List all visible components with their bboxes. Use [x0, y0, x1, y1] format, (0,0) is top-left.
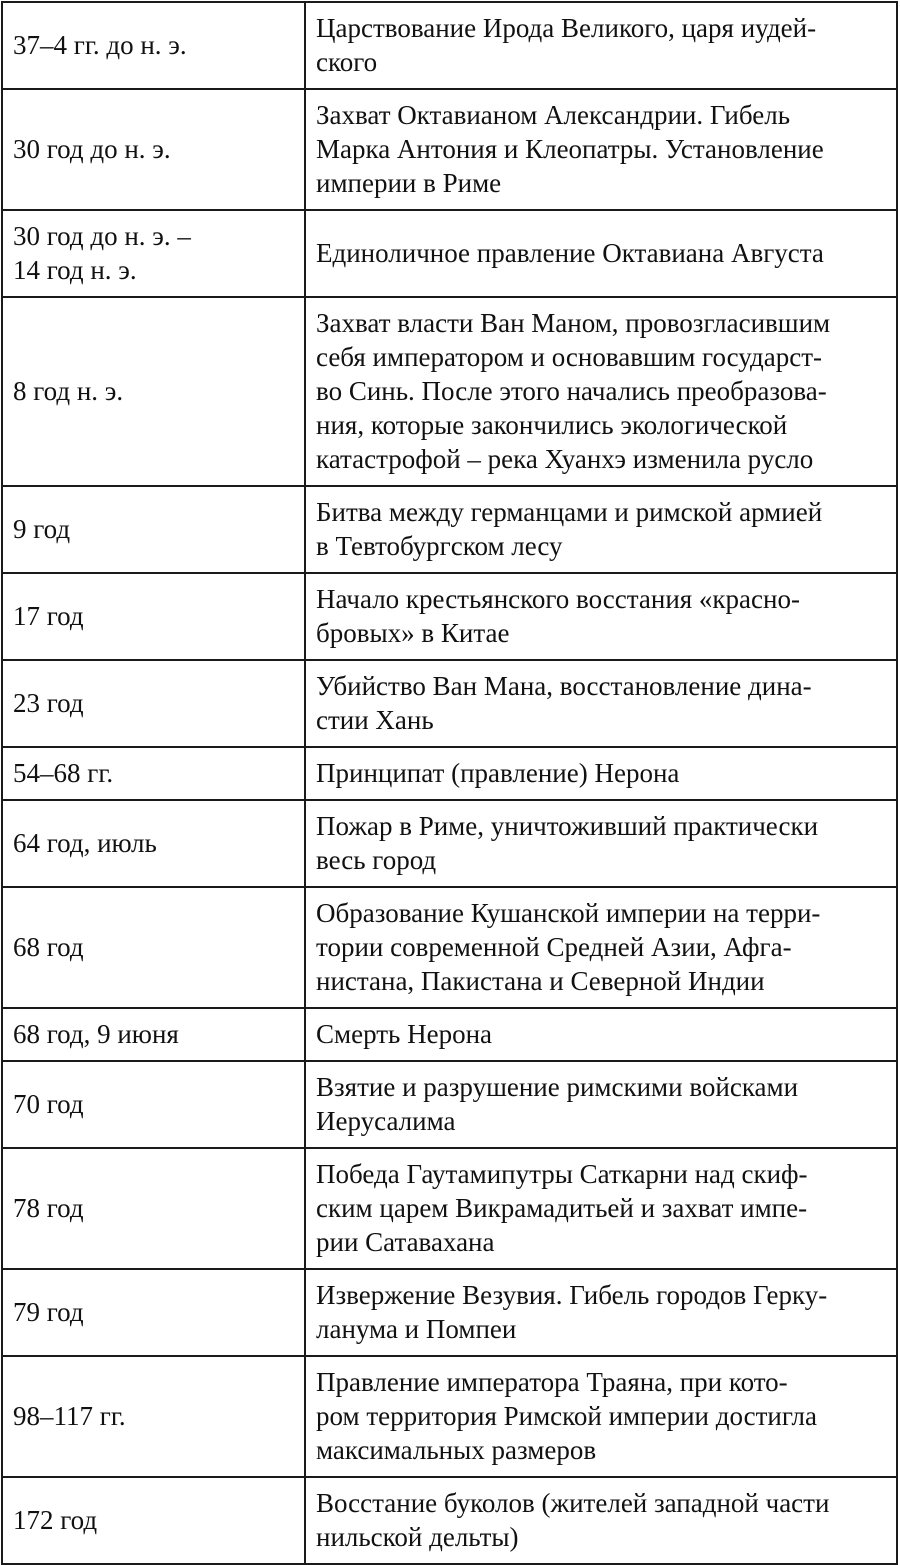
date-cell: [2, 297, 305, 486]
date-cell: [2, 1356, 305, 1477]
event-text: ром территория Римской империи достигла: [316, 1401, 818, 1431]
event-text: Начало крестьянского восстания «красно-: [316, 584, 800, 614]
date-text: 64 год, июль: [13, 828, 157, 858]
event-cell: [305, 1148, 897, 1269]
date-cell: [2, 486, 305, 573]
date-cell: [2, 747, 305, 800]
date-cell: [2, 573, 305, 660]
event-text: нистана, Пакистана и Северной Индии: [316, 966, 765, 996]
event-text: Убийство Ван Мана, восстановление дина-: [316, 671, 812, 701]
event-text: ния, которые закончились экологической: [316, 410, 788, 440]
date-text: 9 год: [13, 514, 71, 544]
event-text: Единоличное правление Октавиана Августа: [316, 238, 824, 268]
chronology-table-body: [2, 2, 897, 1564]
event-text: бровых» в Китае: [316, 618, 510, 648]
chronology-table: [1, 1, 898, 1565]
event-text: империи в Риме: [316, 168, 502, 198]
table-row: [2, 1477, 897, 1564]
event-text: весь город: [316, 845, 437, 875]
event-text: нильской дельты): [316, 1522, 519, 1552]
event-text: Смерть Нерона: [316, 1019, 493, 1049]
date-text: 79 год: [13, 1297, 84, 1327]
event-text: Извержение Везувия. Гибель городов Герку-: [316, 1280, 828, 1310]
event-text: катастрофой – река Хуанхэ изменила русло: [316, 444, 814, 474]
event-cell: [305, 89, 897, 210]
event-text: Иерусалима: [316, 1106, 456, 1136]
table-row: [2, 660, 897, 747]
event-text: себя императором и основавшим государст-: [316, 342, 823, 372]
table-row: [2, 800, 897, 887]
event-text: ским царем Викрамадитьей и захват импе-: [316, 1193, 808, 1223]
event-text: ланума и Помпеи: [316, 1314, 517, 1344]
event-cell: [305, 486, 897, 573]
date-text: 68 год: [13, 932, 84, 962]
event-text: во Синь. После этого начались преобразова-: [316, 376, 827, 406]
event-cell: [305, 297, 897, 486]
event-cell: [305, 210, 897, 297]
event-text: Победа Гаутамипутры Саткарни над скиф-: [316, 1159, 808, 1189]
date-text: 23 год: [13, 688, 84, 718]
event-cell: [305, 1477, 897, 1564]
date-cell: [2, 89, 305, 210]
event-text: Захват Октавианом Александрии. Гибель: [316, 100, 791, 130]
event-text: в Тевтобургском лесу: [316, 531, 563, 561]
date-text: 172 год: [13, 1505, 98, 1535]
date-text: 8 год н. э.: [13, 376, 124, 406]
event-text: Восстание буколов (жителей западной части: [316, 1488, 830, 1518]
table-row: [2, 1061, 897, 1148]
table-row: [2, 1356, 897, 1477]
date-cell: [2, 210, 305, 297]
event-cell: [305, 1356, 897, 1477]
event-cell: [305, 573, 897, 660]
event-text: Взятие и разрушение римскими войсками: [316, 1072, 799, 1102]
event-cell: [305, 1061, 897, 1148]
event-text: рии Сатавахана: [316, 1227, 495, 1257]
date-text: 14 год н. э.: [13, 255, 137, 285]
event-cell: [305, 1269, 897, 1356]
event-text: Правление императора Траяна, при кото-: [316, 1367, 788, 1397]
event-cell: [305, 1008, 897, 1061]
event-text: Образование Кушанской империи на терри-: [316, 898, 821, 928]
date-cell: [2, 1477, 305, 1564]
event-text: максимальных размеров: [316, 1435, 597, 1465]
table-row: [2, 2, 897, 89]
event-cell: [305, 2, 897, 89]
table-row: [2, 297, 897, 486]
table-row: [2, 89, 897, 210]
table-row: [2, 1148, 897, 1269]
event-cell: [305, 747, 897, 800]
date-cell: [2, 1269, 305, 1356]
event-text: Марка Антония и Клеопатры. Установление: [316, 134, 824, 164]
event-cell: [305, 887, 897, 1008]
date-cell: [2, 1008, 305, 1061]
date-cell: [2, 800, 305, 887]
date-cell: [2, 887, 305, 1008]
event-text: Принципат (правление) Нерона: [316, 758, 680, 788]
date-text: 30 год до н. э.: [13, 134, 171, 164]
event-text: Захват власти Ван Маном, провозгласившим: [316, 308, 831, 338]
date-text: 70 год: [13, 1089, 84, 1119]
event-text: тории современной Средней Азии, Афга-: [316, 932, 792, 962]
date-text: 98–117 гг.: [13, 1401, 126, 1431]
event-text: стии Хань: [316, 705, 434, 735]
table-row: [2, 486, 897, 573]
event-cell: [305, 800, 897, 887]
table-row: [2, 747, 897, 800]
date-cell: [2, 660, 305, 747]
event-text: Пожар в Риме, уничтоживший практически: [316, 811, 819, 841]
event-text: ского: [316, 47, 378, 77]
table-row: [2, 887, 897, 1008]
date-text: 37–4 гг. до н. э.: [13, 30, 187, 60]
event-text: Битва между германцами и римской армией: [316, 497, 823, 527]
date-text: 54–68 гг.: [13, 758, 114, 788]
table-row: [2, 573, 897, 660]
table-row: [2, 210, 897, 297]
date-cell: [2, 1061, 305, 1148]
event-text: Царствование Ирода Великого, царя иудей-: [316, 13, 817, 43]
table-row: [2, 1008, 897, 1061]
date-text: 68 год, 9 июня: [13, 1019, 179, 1049]
date-cell: [2, 2, 305, 89]
table-row: [2, 1269, 897, 1356]
date-text: 17 год: [13, 601, 84, 631]
event-cell: [305, 660, 897, 747]
date-cell: [2, 1148, 305, 1269]
date-text: 78 год: [13, 1193, 84, 1223]
date-text: 30 год до н. э. –: [13, 221, 191, 251]
